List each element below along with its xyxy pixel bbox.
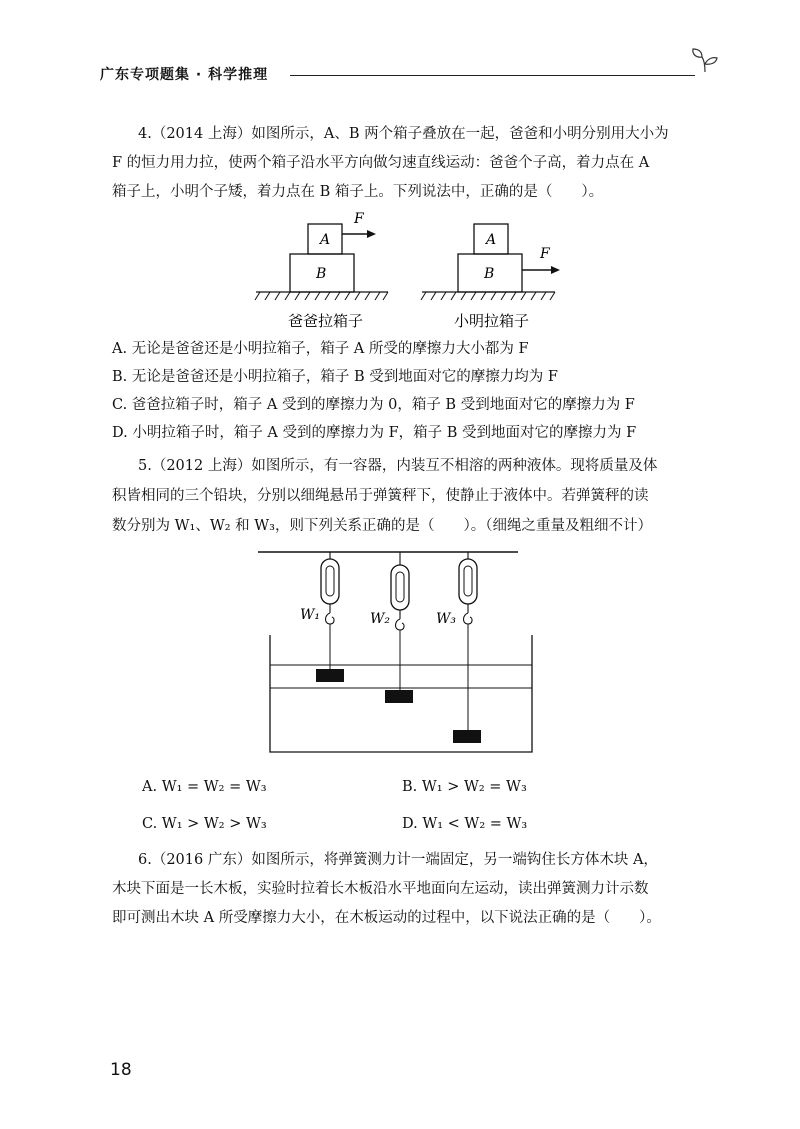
page-number: 18 — [110, 1060, 132, 1080]
q4-option-b: B. 无论是爸爸还是小明拉箱子，箱子 B 受到地面对它的摩擦力均为 F — [112, 369, 558, 385]
lead-block-1 — [316, 669, 344, 682]
box-b-left-label: B — [316, 266, 327, 282]
header-title: 广东专项题集 · 科学推理 — [100, 67, 269, 83]
q4-line-2: F 的恒力用力拉，使两个箱子沿水平方向做匀速直线运动：爸爸个子高，着力点在 A — [112, 155, 650, 171]
label-w1: W₁ — [300, 607, 321, 623]
force-arrowhead-right — [551, 266, 560, 274]
spring-scale-2 — [370, 552, 413, 703]
header-rule — [290, 75, 695, 76]
running-header — [100, 64, 720, 86]
caption-left: 爸爸拉箱子 — [288, 312, 364, 330]
q5-option-b: B. W₁ > W₂ = W₃ — [402, 779, 527, 795]
force-label-right: F — [540, 246, 550, 262]
q5-option-c: C. W₁ > W₂ > W₃ — [142, 816, 267, 832]
q5-line-2: 积皆相同的三个铅块，分别以细绳悬吊于弹簧秤下，使静止于液体中。若弹簧秤的读 — [112, 488, 649, 504]
q5-option-d: D. W₁ < W₂ = W₃ — [402, 816, 528, 832]
q4-figure — [250, 210, 580, 335]
q5-figure — [250, 545, 550, 760]
spring-scale-3 — [436, 552, 481, 743]
q6-line-2: 木块下面是一长木板，实验时拉着长木板沿水平地面向左运动，读出弹簧测力计示数 — [112, 881, 649, 897]
q4-right-scene — [421, 224, 560, 330]
label-w2: W₂ — [370, 611, 391, 627]
ground-hatch-left — [255, 292, 388, 300]
box-b-right-label: B — [484, 266, 495, 282]
q4-line-1: 4.（2014 上海）如图所示，A、B 两个箱子叠放在一起，爸爸和小明分别用大小为 — [138, 126, 669, 142]
q4-option-d: D. 小明拉箱子时，箱子 A 受到的摩擦力为 F，箱子 B 受到地面对它的摩擦力为 F — [112, 425, 637, 441]
q5-option-a: A. W₁ = W₂ = W₃ — [142, 779, 267, 795]
caption-right: 小明拉箱子 — [454, 312, 530, 330]
box-a-right-label: A — [486, 232, 497, 248]
label-w3: W₃ — [436, 611, 457, 627]
box-a-left-label: A — [320, 232, 331, 248]
force-label-left: F — [354, 211, 364, 227]
spring-scale-1 — [300, 552, 344, 682]
q5-line-3: 数分别为 W₁、W₂ 和 W₃，则下列关系正确的是（ ）。（细绳之重量及粗细不计） — [112, 518, 652, 534]
q4-option-a: A. 无论是爸爸还是小明拉箱子，箱子 A 所受的摩擦力大小都为 F — [112, 341, 529, 357]
sprout-icon — [690, 46, 720, 74]
q5-line-1: 5.（2012 上海）如图所示，有一容器，内装互不相溶的两种液体。现将质量及体 — [138, 458, 658, 474]
lead-block-2 — [385, 690, 413, 703]
ground-hatch-right — [421, 292, 555, 300]
q6-line-1: 6.（2016 广东）如图所示，将弹簧测力计一端固定，另一端钩住长方体木块 A， — [138, 852, 658, 868]
lead-block-3 — [453, 730, 481, 743]
q6-line-3: 即可测出木块 A 所受摩擦力大小，在木板运动的过程中，以下说法正确的是（ ）。 — [112, 910, 661, 926]
q4-line-3: 箱子上，小明个子矮，着力点在 B 箱子上。下列说法中，正确的是（ ）。 — [112, 184, 604, 200]
q4-option-c: C. 爸爸拉箱子时，箱子 A 受到的摩擦力为 0，箱子 B 受到地面对它的摩擦力为 F — [112, 397, 635, 413]
force-arrowhead-left — [367, 230, 376, 238]
q4-left-scene — [255, 211, 388, 330]
